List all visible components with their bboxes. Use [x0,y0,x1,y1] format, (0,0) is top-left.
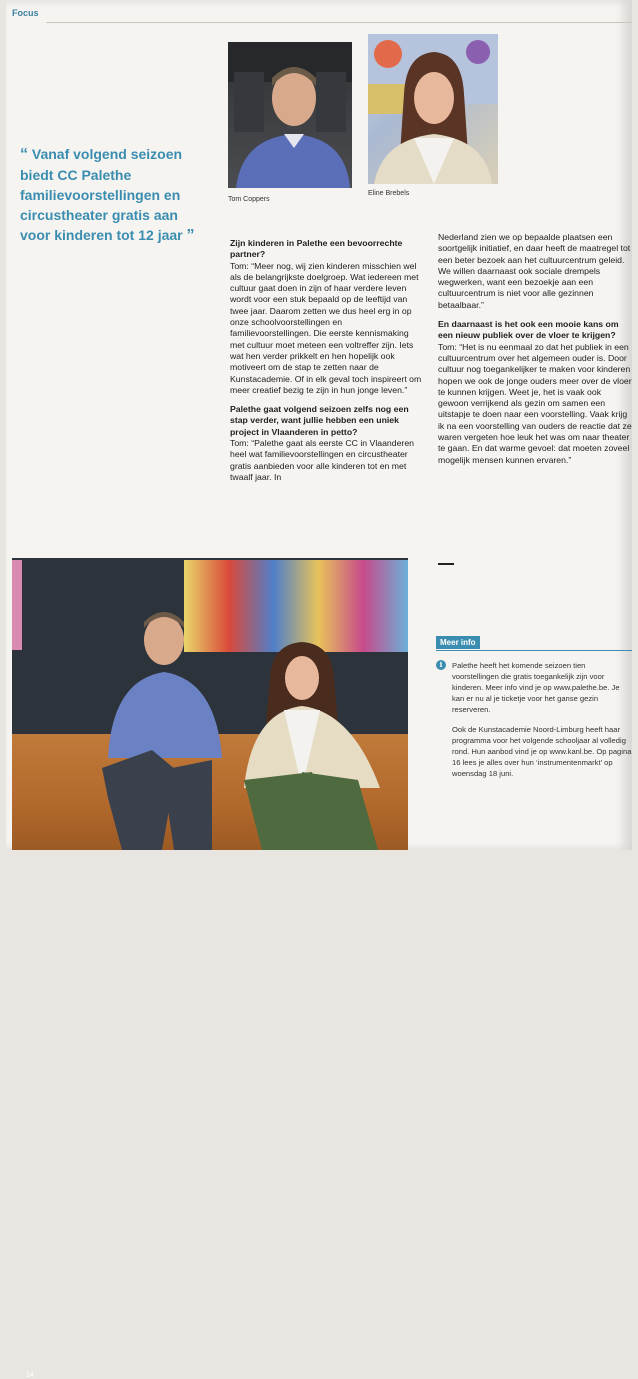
question-2: Palethe gaat volgend seizoen zelfs nog een stap verder, want jullie hebben een uniek project in Vlaanderen in petto? [230,404,409,437]
portrait-tom-coppers [228,42,352,188]
section-label: Focus [12,8,39,18]
info-icon: i [436,660,446,670]
info-rule [436,650,632,651]
article-end-mark [438,563,454,565]
quote-close-mark: ” [186,227,195,244]
answer-3: Tom: “Het is nu eenmaal zo dat het publiek in een cultuurcentrum over het algemeen ouder is. Door cultuur nog toegankelijker te maken voor kinderen hopen we ook de jonge ouders meer over de vloer te kunnen krijgen. Weet je, het is vaak ook gewoon verrijkend als gezin om samen een uitstapje te doen naar een voorstelling. Vaak krijg ik na een voorstelling van ouders de reactie dat ze waren vergeten hoe leuk het was om naar theater te gaan. En dat warme gevoel: dat moeten zoveel mogelijk mensen kunnen ervaren.” [438,341,632,465]
info-paragraph-1: Palethe heeft het komende seizoen tien voorstellingen die gratis toegankelijk zijn voor kinderen. Meer info vind je op www.palethe.be. Je kan er nu al je ticketje voor het ganse gezin reserveren. [452,661,620,714]
info-paragraph-2: Ook de Kunstacademie Noord-Limburg heeft haar programma voor het volgende schooljaar al volledig rond. Hun aanbod vind je op www.kanl.be. Op pagina 16 lees je alles over hun ‘instrumentenmarkt’ op woensdag 18 juni. [452,725,632,778]
group-photo [12,558,408,1379]
question-1: Zijn kinderen in Palethe een bevoorrechte partner? [230,238,403,260]
portrait-eline-illustration [368,34,498,184]
answer-1: Tom: “Meer nog, wij zien kinderen misschien wel als de belangrijkste doelgroep. Wat iedereen met cultuur gaat doen in zijn of haar verdere leven wordt voor een stuk bepaald op de leeftijd van twee jaar. Daarom zetten we dus heel erg in op onze schoolvoorstellingen en familievoorstellingen. Die eerste kennismaking met cultuur moet meteen een voltreffer zijn. Iets wat hen verder prikkelt en hen hopelijk ook motiveert om de stap te zetten naar de Kunstacademie. Of in elk geval toch inspireert om meer creatief bezig te zijn in hun jonge leven.” [230,260,422,395]
pull-quote [20,144,200,246]
info-text [452,660,632,788]
group-photo-people [12,558,408,850]
info-tag: Meer info [436,636,480,649]
quote-open-mark: “ [20,146,28,163]
article-column-left [230,238,422,491]
answer-2: Tom: “Palethe gaat als eerste CC in Vlaanderen heel wat familievoorstellingen en circustheater gratis aanbieden voor alle kinderen tot en met twaalf jaar. In [230,438,414,482]
magazine-page [6,0,632,1379]
pull-quote-text: Vanaf volgend seizoen biedt CC Palethe familievoorstellingen en circustheater gratis aan voor kinderen tot 12 jaar [20,146,183,243]
question-3: En daarnaast is het ook een mooie kans om een nieuw publiek over de vloer te krijgen? [438,319,619,341]
answer-2-continued: Nederland zien we op bepaalde plaatsen een soortgelijk initiatief, en daar heeft de maatregel tot een beter bezoek aan het cultuurcentrum geleid. We willen daarnaast ook sociale drempels wegwerken, want een bezoekje aan een cultuurcentrum is niet voor alle gezinnen betaalbaar.” [438,232,631,310]
portrait-eline-brebels [368,34,498,184]
caption-tom: Tom Coppers [228,196,270,203]
page-number: 14 [26,1372,34,1379]
portrait-tom-illustration [228,42,352,188]
article-column-right [438,232,632,474]
top-rule [46,22,632,23]
caption-eline: Eline Brebels [368,190,410,197]
